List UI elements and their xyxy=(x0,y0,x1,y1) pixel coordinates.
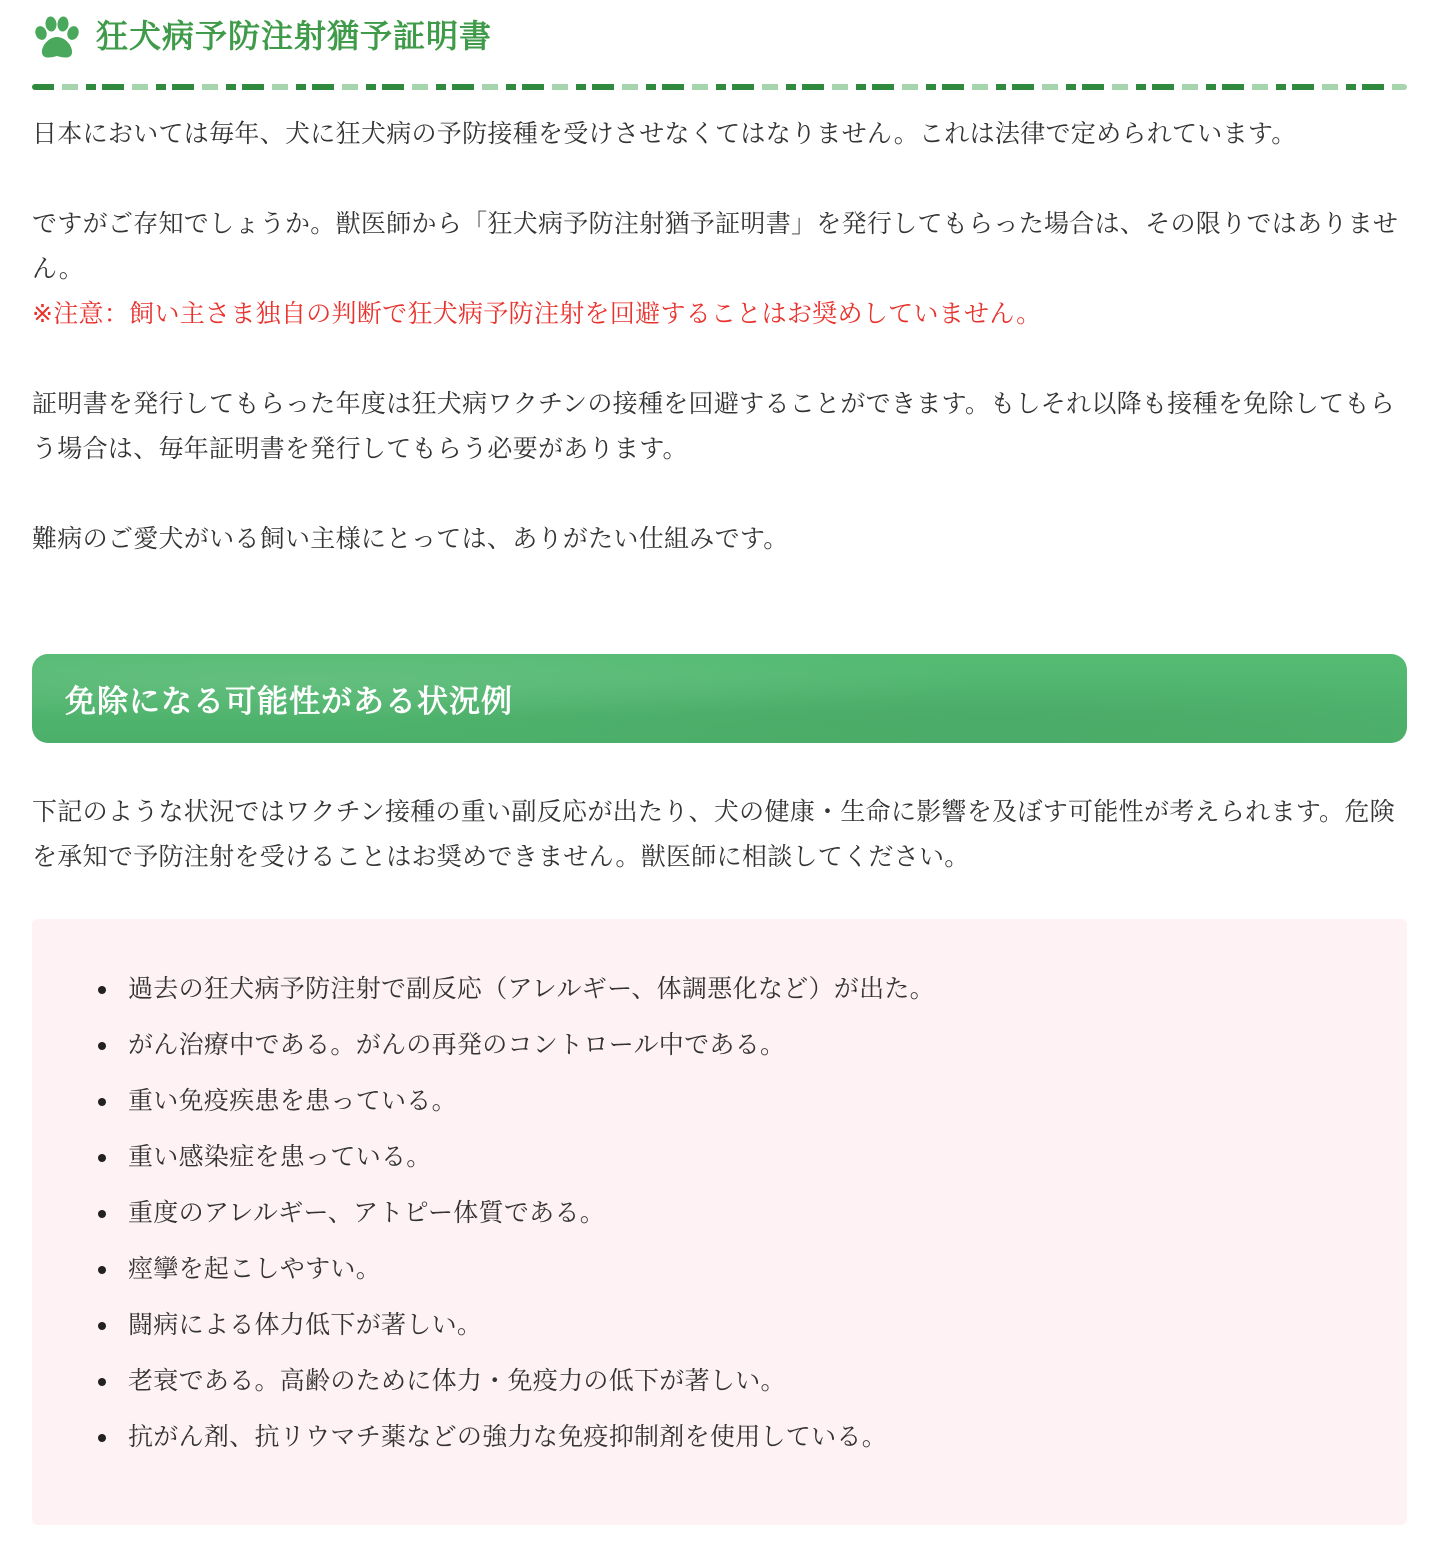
list-item: 抗がん剤、抗リウマチ薬などの強力な免疫抑制剤を使用している。 xyxy=(32,1409,1407,1465)
list-item: 痙攣を起こしやすい。 xyxy=(32,1241,1407,1297)
section-heading xyxy=(32,0,1407,78)
list-item: 重い感染症を患っている。 xyxy=(32,1129,1407,1185)
section-intro: 下記のような状況ではワクチン接種の重い副反応が出たり、犬の健康・生命に影響を及ぼす可能性が考えられます。危険を承知で予防注射を受けることはお奨めできません。獣医師に相談してください。 xyxy=(32,797,1395,871)
list-item: 重度のアレルギー、アトピー体質である。 xyxy=(32,1185,1407,1241)
warning-note: ※注意：飼い主さま独自の判断で狂犬病予防注射を回避することはお奨めしていません。 xyxy=(32,299,1042,328)
dashed-divider xyxy=(32,84,1407,90)
paragraph-exemption: 証明書を発行してもらった年度は狂犬病ワクチンの接種を回避することができます。もしそれ以降も接種を免除してもらう場合は、毎年証明書を発行してもらう必要があります。 xyxy=(32,389,1395,463)
paragraph-certificate: ですがご存知でしょうか。獣医師から「狂犬病予防注射猶予証明書」を発行してもらった場合は、その限りではありません。 xyxy=(32,209,1399,283)
list-item: 過去の狂犬病予防注射で副反応（アレルギー、体調悪化など）が出た。 xyxy=(32,961,1407,1017)
page-title: 狂犬病予防注射猶予証明書 xyxy=(96,17,493,55)
list-item: 老衰である。高齢のために体力・免疫力の低下が著しい。 xyxy=(32,1353,1407,1409)
section-title: 免除になる可能性がある状況例 xyxy=(65,684,513,720)
list-item: 闘病による体力低下が著しい。 xyxy=(32,1297,1407,1353)
paw-icon xyxy=(32,16,80,62)
section-header-banner xyxy=(32,654,1407,743)
paragraph-certificate-block xyxy=(32,201,1407,336)
list-item: がん治療中である。がんの再発のコントロール中である。 xyxy=(32,1017,1407,1073)
conditions-list xyxy=(32,961,1407,1465)
paragraph-law: 日本においては毎年、犬に狂犬病の予防接種を受けさせなくてはなりません。これは法律で定められています。 xyxy=(32,119,1297,148)
paragraph-helpful: 難病のご愛犬がいる飼い主様にとっては、ありがたい仕組みです。 xyxy=(32,524,789,553)
conditions-box xyxy=(32,919,1407,1525)
list-item: 重い免疫疾患を患っている。 xyxy=(32,1073,1407,1129)
